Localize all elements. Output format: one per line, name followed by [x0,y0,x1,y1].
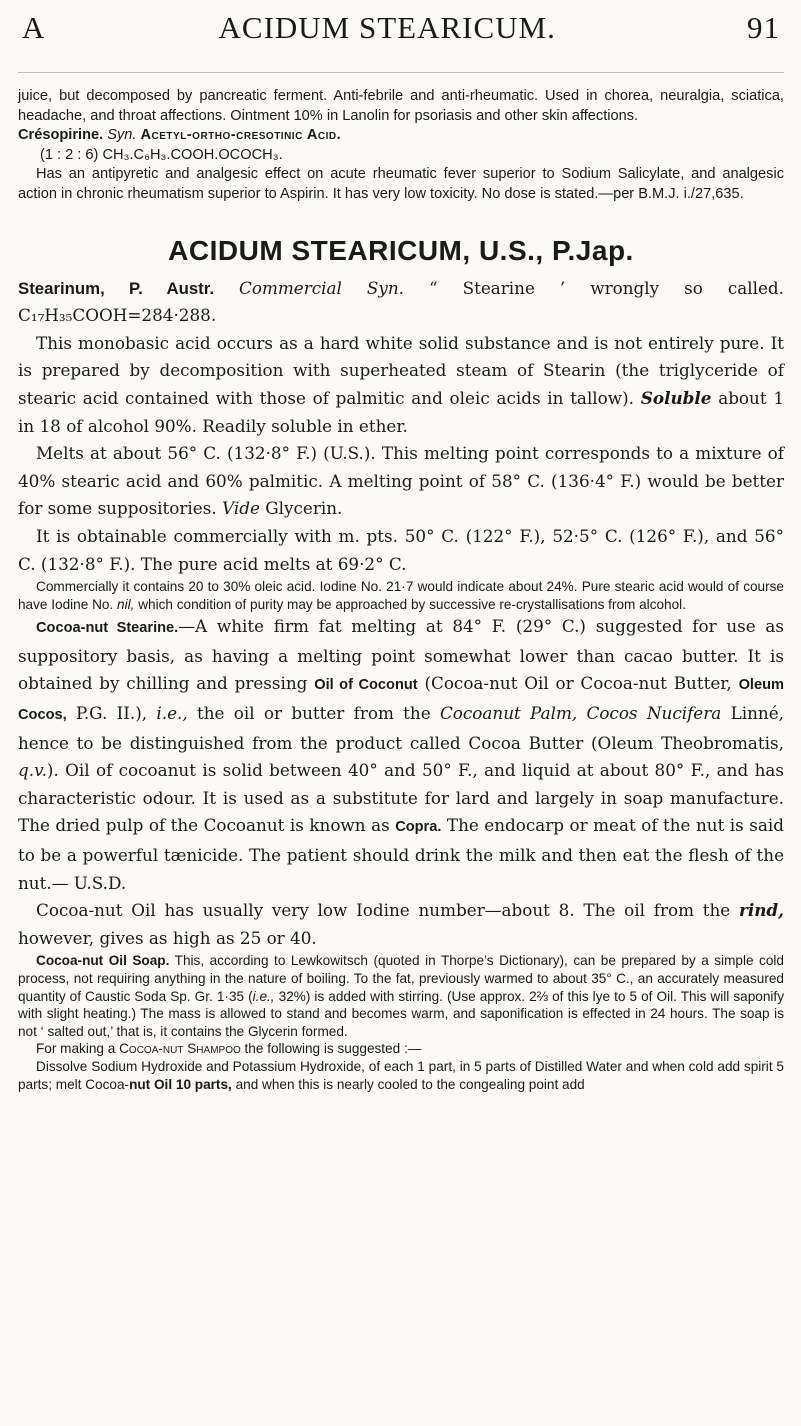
cresopirine-description: Has an antipyretic and analgesic effect on acute rheumatic fever superior to Sodium Salicylate, and analgesic action in chronic rheumatism superior to Aspirin. It has very low toxicity. No dose is stated.—per B.M.J. i./27,635. [18,166,784,202]
shampoo-recipe: Dissolve Sodium Hydroxide and Potassium Hydroxide, of each 1 part, in 5 parts of Distilled Water and when cold add spirit 5 parts; melt Cocoa-nut Oil 10 parts, and when this is nearly cooled to the congealing point add [18,1058,784,1092]
cresopirine-formula: (1 : 2 : 6) CH₃.C₆H₃.COOH.OCOCH₃. [40,146,283,163]
page-number: 91 [747,10,780,45]
stearine-formula: “ Stearine ’ wrongly so called. C₁₇H₃₅COOH=284·288. [18,277,785,326]
stearinum-term: Stearinum, P. Austr. [18,278,215,298]
copra-term: Copra. [395,819,442,836]
cocoa-nut-stearine-entry: Cocoa-nut Stearine.—A white firm fat melting at 84° F. (29° C.) suggested for use as suppository basis, as having a melting point somewhat lower than cacao butter. It is obtained by chilling and pressing Oil of Coconut (Cocoa-nut Oil or Cocoa-nut Butter, Oleum Cocos, P.G. II.), i.e., the oil or butter from the Cocoanut Palm, Cocos Nucifera Linné, hence to be distinguished from the product called Cocoa Butter (Oleum Theobromatis, q.v.). Oil of cocoanut is solid between 40° and 50° F., and liquid at about 80° F., and has characteristic odour. It is used as a substitute for lard and largely in soap manufacture. The dried pulp of the Cocoanut is known as Copra. The endocarp or meat of the nut is said to be a powerful tænicide. The patient should drink the milk and then eat the flesh of the nut.— U.S.D. [18,616,784,893]
stearic-description: This monobasic acid occurs as a hard white solid substance and is not entirely pure. It is prepared by decomposition with superheated steam of Stearin (the triglyceride of stearic acid contained with those of palmitic and oleic acids in tallow). Soluble about 1 in 18 of alcohol 90%. Readily soluble in ether. [18,332,784,436]
stearic-synonyms [18,275,784,330]
commercial-melting-points: It is obtainable commercially with m. pts. 50° C. (122° F.), 52·5° C. (126° F.), and 56° C. (132·8° F.). The pure acid melts at 69·2° C. [18,525,784,574]
cresopirine-syn-label: Syn. [107,127,137,144]
cocoa-nut-oil-soap-term: Cocoa-nut Oil Soap. [36,953,170,969]
vide-label: Vide [222,498,260,519]
oleum-cocos-term: Oleum Cocos, [18,677,784,724]
shampoo-intro: For making a Cocoa-nut Shampoo the following is suggested :— [36,1041,422,1057]
vide-reference: Glycerin. [265,498,343,519]
cocoanut-palm-name: Cocoanut Palm, Cocos Nucifera [439,703,722,724]
oleic-acid-note: Commercially it contains 20 to 30% oleic acid. Iodine No. 21·7 would indicate about 24%. Pure stearic acid would of course have Iodine No. nil, which condition of purity may be approached by successive re-crystallisations from alcohol. [18,579,784,612]
cocoa-nut-stearine-term: Cocoa-nut Stearine. [36,620,179,637]
oil-of-coconut-term: Oil of Coconut [314,677,418,694]
rind-word: rind, [739,900,784,921]
shampoo-name: Cocoa-nut Shampoo [119,1041,241,1057]
iodine-number-paragraph: Cocoa-nut Oil has usually very low Iodine number—about 8. The oil from the rind, however, gives as high as 25 or 40. [18,900,784,948]
cresopirine-term: Crésopirine. [18,127,104,144]
cocoa-nut-oil-soap-entry: Cocoa-nut Oil Soap. This, according to Lewkowitsch (quoted in Thorpe’s Dictionary), can be prepared by a simple cold process, not requiring anything in the nature of boiling. To the fat, previously warmed to about 35° C., an accurately measured quantity of Caustic Soda Sp. Gr. 1·35 (i.e., 32%) is added with stirring. (Use approx. 2⅔ of this lye to 5 of Oil. This will saponify with slight heating.) The mass is allowed to stand and becomes warm, and saponification is effected in 24 hours. The soap is not ‘ salted out,’ that is, it contains the Glycerin formed. [18,953,784,1039]
cresopirine-entry [18,126,784,146]
document-page [18,10,784,1093]
melting-point-paragraph: Melts at about 56° C. (132·8° F.) (U.S.). This melting point corresponds to a mixture of 40% stearic acid and 60% palmitic. A melting point of 58° C. (136·4° F.) would be better for some suppositories. Vide Glycerin. [18,443,784,519]
entry-heading: ACIDUM STEARICUM, U.S., P.Jap. [168,234,634,266]
soluble-label: Soluble [640,387,712,408]
cresopirine-chemical-name: Acetyl-ortho-cresotinic Acid. [140,127,342,144]
continuation-paragraph: juice, but decomposed by pancreatic ferment. Anti-febrile and anti-rheumatic. Used in chorea, neuralgia, sciatica, headache, and throat affections. Ointment 10% in Lanolin for psoriasis and other skin affections. [18,88,784,124]
page-header [18,10,784,73]
commercial-syn-label: Commercial Syn. [239,277,405,298]
running-title: ACIDUM STEARICUM. [218,10,556,45]
section-letter: A [22,10,46,45]
